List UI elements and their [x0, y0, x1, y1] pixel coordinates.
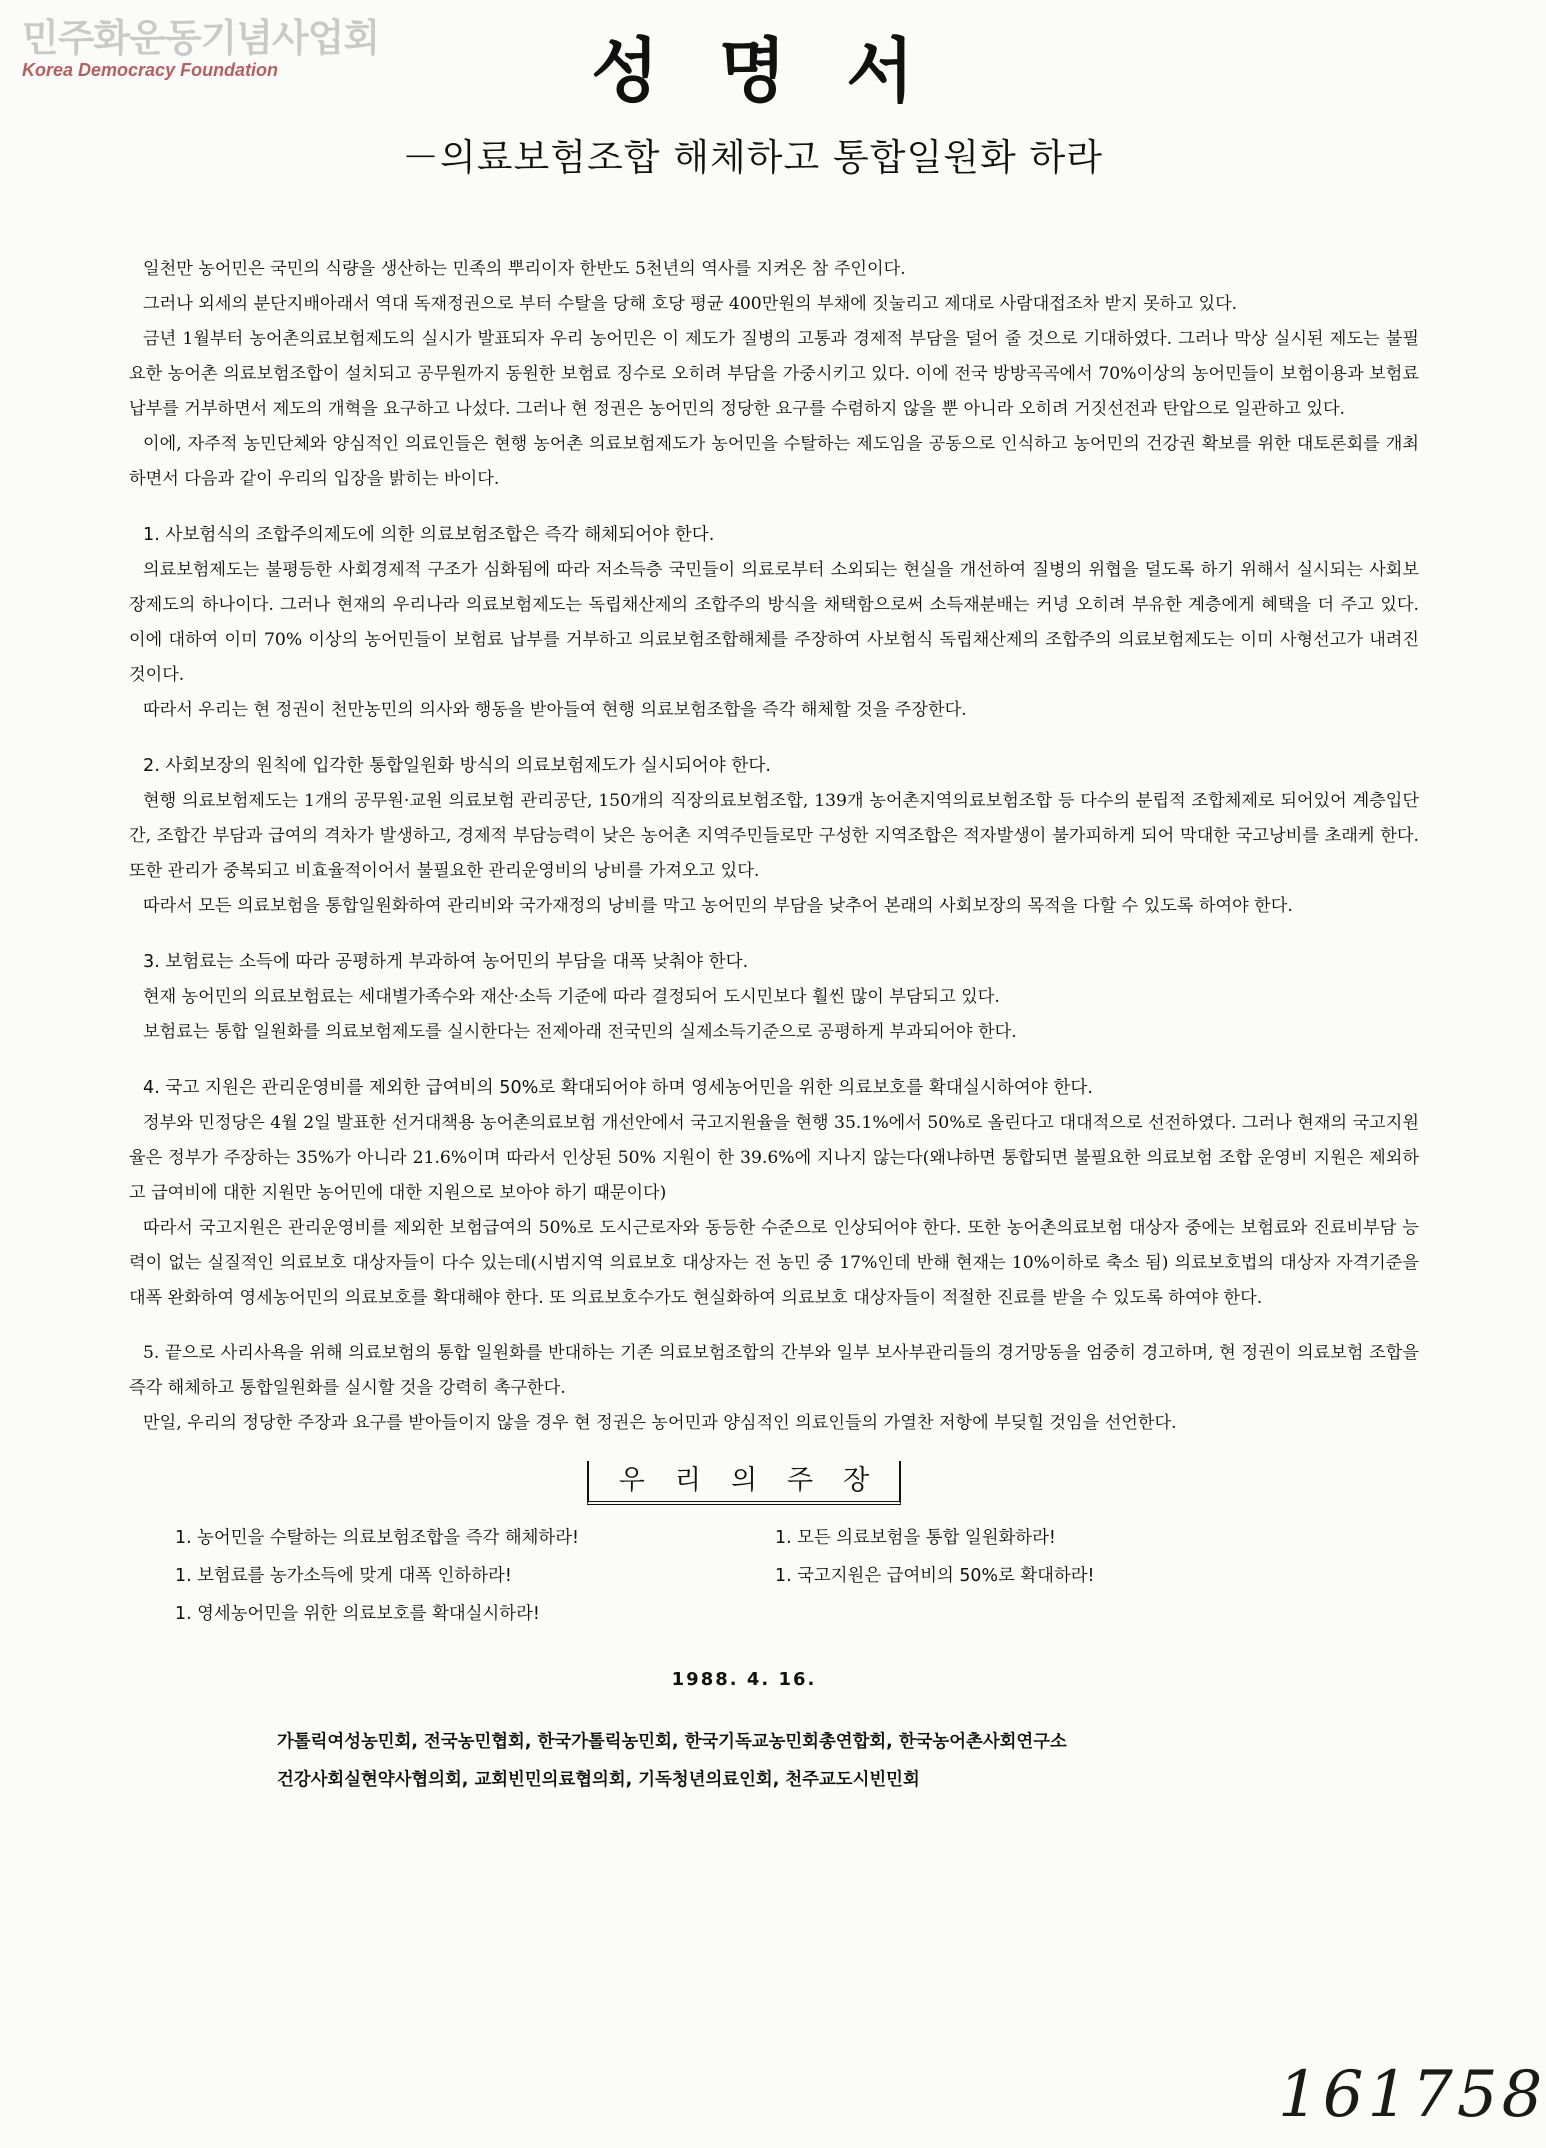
intro-paragraph: 금년 1월부터 농어촌의료보험제도의 실시가 발표되자 우리 농어민은 이 제도가 질병의 고통과 경제적 부담을 덜어 줄 것으로 기대하였다. 그러나 막상 실시된 제도는 불필요한 농어촌 의료보험조합이 설치되고 공무원까지 동원한 보험료 징수로 오히려 부담을 가중시키고 있다. 이에 전국 방방곡곡에서 70%이상의 농어민들이 보험이용과 보험료 납부를 거부하면서 제도의 개혁을 요구하고 나섰다. 그러나 현 정권은 농어민의 정당한 요구를 수렴하지 않을 뿐 아니라 오히려 거짓선전과 탄압으로 일관하고 있다. — [129, 329, 1419, 419]
closing-paragraph: 만일, 우리의 정당한 주장과 요구를 받아들이지 않을 경우 현 정권은 농어민과 양심적인 의료인들의 가열찬 저항에 부딪힐 것임을 선언한다. — [143, 1413, 1177, 1433]
section-heading: 3. 보험료는 소득에 따라 공평하게 부과하여 농어민의 부담을 대폭 낮춰야 한다. — [143, 952, 749, 972]
section-paragraph: 의료보험제도는 불평등한 사회경제적 구조가 심화됨에 따라 저소득층 국민들이 의료로부터 소외되는 현실을 개선하여 질병의 위협을 덜도록 하기 위해서 실시되는 사회보장제도의 하나이다. 그러나 현재의 우리나라 의료보험제도는 독립채산제의 조합주의 방식을 채택함으로써 소득재분배는 커녕 오히려 부유한 계층에게 혜택을 더 주고 있다. 이에 대하여 이미 70% 이상의 농어민들이 보험료 납부를 거부하고 의료보험조합해체를 주장하여 사보험식 독립채산제의 조합주의 의료보험제도는 이미 사형선고가 내려진 것이다. — [129, 560, 1419, 685]
claim-item: 1. 국고지원은 급여비의 50%로 확대하라! — [775, 1566, 1095, 1586]
document-date: 1988. 4. 16. — [671, 1669, 817, 1690]
closing-paragraph: 5. 끝으로 사리사욕을 위해 의료보험의 통합 일원화를 반대하는 기존 의료보험조합의 간부와 일부 보사부관리들의 경거망동을 엄중히 경고하며, 현 정권이 의료보험 조합을 즉각 해체하고 통합일원화를 실시할 것을 강력히 촉구한다. — [129, 1343, 1419, 1398]
watermark-korean: 민주화운동기념사업회 — [22, 16, 380, 60]
section-heading: 1. 사보험식의 조합주의제도에 의한 의료보험조합은 즉각 해체되어야 한다. — [143, 525, 715, 545]
organization-line: 가톨릭여성농민회, 전국농민협회, 한국가톨릭농민회, 한국기독교농민회총연합회, 한국농어촌사회연구소 — [277, 1732, 1067, 1752]
document-title: 성명서 — [591, 29, 974, 112]
section-paragraph: 따라서 국고지원은 관리운영비를 제외한 보험급여의 50%로 도시근로자와 동등한 수준으로 인상되어야 한다. 또한 농어촌의료보험 대상자 중에는 보험료와 진료비부담 능력이 없는 실질적인 의료보호 대상자들이 다수 있는데(시범지역 의료보호 대상자는 전 농민 중 17%인데 반해 현재는 10%이하로 축소 됨) 의료보호법의 대상자 자격기준을 대폭 완화하여 영세농어민의 의료보호를 확대해야 한다. 또 의료보호수가도 현실화하여 의료보호 대상자들이 적절한 진료를 받을 수 있도록 하여야 한다. — [129, 1218, 1419, 1308]
section-paragraph: 현행 의료보험제도는 1개의 공무원·교원 의료보험 관리공단, 150개의 직장의료보험조합, 139개 농어촌지역의료보험조합 등 다수의 분립적 조합체제로 되어있어 계층입단간, 조합간 부담과 급여의 격차가 발생하고, 경제적 부담능력이 낮은 농어촌 지역주민들로만 구성한 지역조합은 적자발생이 불가피하게 되어 막대한 국고낭비를 초래케 한다. 또한 관리가 중복되고 비효율적이어서 불필요한 관리운영비의 낭비를 가져오고 있다. — [129, 791, 1419, 881]
claim-item: 1. 보험료를 농가소득에 맞게 대폭 인하하라! — [175, 1566, 512, 1586]
intro-paragraph: 일천만 농어민은 국민의 식량을 생산하는 민족의 뿌리이자 한반도 5천년의 역사를 지켜온 참 주인이다. — [143, 259, 906, 279]
organization-line: 건강사회실현약사협의회, 교회빈민의료협의회, 기독청년의료인회, 천주교도시빈민회 — [277, 1770, 920, 1790]
claims-title: 우리의주장 — [587, 1461, 901, 1505]
section-paragraph: 정부와 민정당은 4월 2일 발표한 선거대책용 농어촌의료보험 개선안에서 국고지원율을 현행 35.1%에서 50%로 올린다고 대대적으로 선전하였다. 그러나 현재의 국고지원율은 정부가 주장하는 35%가 아니라 21.6%이며 따라서 인상된 50% 지원이 한 39.6%에 지나지 않는다(왜냐하면 통합되면 불필요한 의료보험 조합 운영비 지원은 제외하고 급여비에 대한 지원만 농어민에 대한 지원으로 보아야 하기 때문이다) — [129, 1113, 1419, 1203]
section-paragraph: 따라서 모든 의료보험을 통합일원화하여 관리비와 국가재정의 낭비를 막고 농어민의 부담을 낮추어 본래의 사회보장의 목적을 다할 수 있도록 하여야 한다. — [143, 896, 1293, 916]
section-heading: 2. 사회보장의 원칙에 입각한 통합일원화 방식의 의료보험제도가 실시되어야 한다. — [143, 756, 771, 776]
claim-item: 1. 모든 의료보험을 통합 일원화하라! — [775, 1528, 1056, 1548]
watermark-english: Korea Democracy Foundation — [22, 60, 279, 80]
intro-paragraph: 이에, 자주적 농민단체와 양심적인 의료인들은 현행 농어촌 의료보험제도가 농어민을 수탈하는 제도임을 공동으로 인식하고 농어민의 건강권 확보를 위한 대토론회를 개최하면서 다음과 같이 우리의 입장을 밝히는 바이다. — [129, 434, 1419, 489]
signatory-organizations — [277, 1723, 1419, 1799]
claim-item: 1. 영세농어민을 위한 의료보호를 확대실시하라! — [175, 1604, 540, 1624]
document-body — [129, 252, 1419, 1799]
claims-list — [175, 1519, 1419, 1633]
claim-item: 1. 농어민을 수탈하는 의료보험조합을 즉각 해체하라! — [175, 1528, 579, 1548]
section-paragraph: 보험료는 통합 일원화를 의료보험제도를 실시한다는 전제아래 전국민의 실제소득기준으로 공평하게 부과되어야 한다. — [143, 1022, 1017, 1042]
section-paragraph: 현재 농어민의 의료보험료는 세대별가족수와 재산·소득 기준에 따라 결정되어 도시민보다 훨씬 많이 부담되고 있다. — [143, 987, 1000, 1007]
archive-number: 161758 — [1278, 2058, 1546, 2132]
intro-paragraph: 그러나 외세의 분단지배아래서 역대 독재정권으로 부터 수탈을 당해 호당 평균 400만원의 부채에 짓눌리고 제대로 사람대접조차 받지 못하고 있다. — [143, 294, 1238, 314]
document-subtitle: －의료보험조합 해체하고 통합일원화 하라 — [402, 136, 1103, 179]
section-heading: 4. 국고 지원은 관리운영비를 제외한 급여비의 50%로 확대되어야 하며 영세농어민을 위한 의료보호를 확대실시하여야 한다. — [143, 1078, 1093, 1098]
section-paragraph: 따라서 우리는 현 정권이 천만농민의 의사와 행동을 받아들여 현행 의료보험조합을 즉각 해체할 것을 주장한다. — [143, 700, 967, 720]
